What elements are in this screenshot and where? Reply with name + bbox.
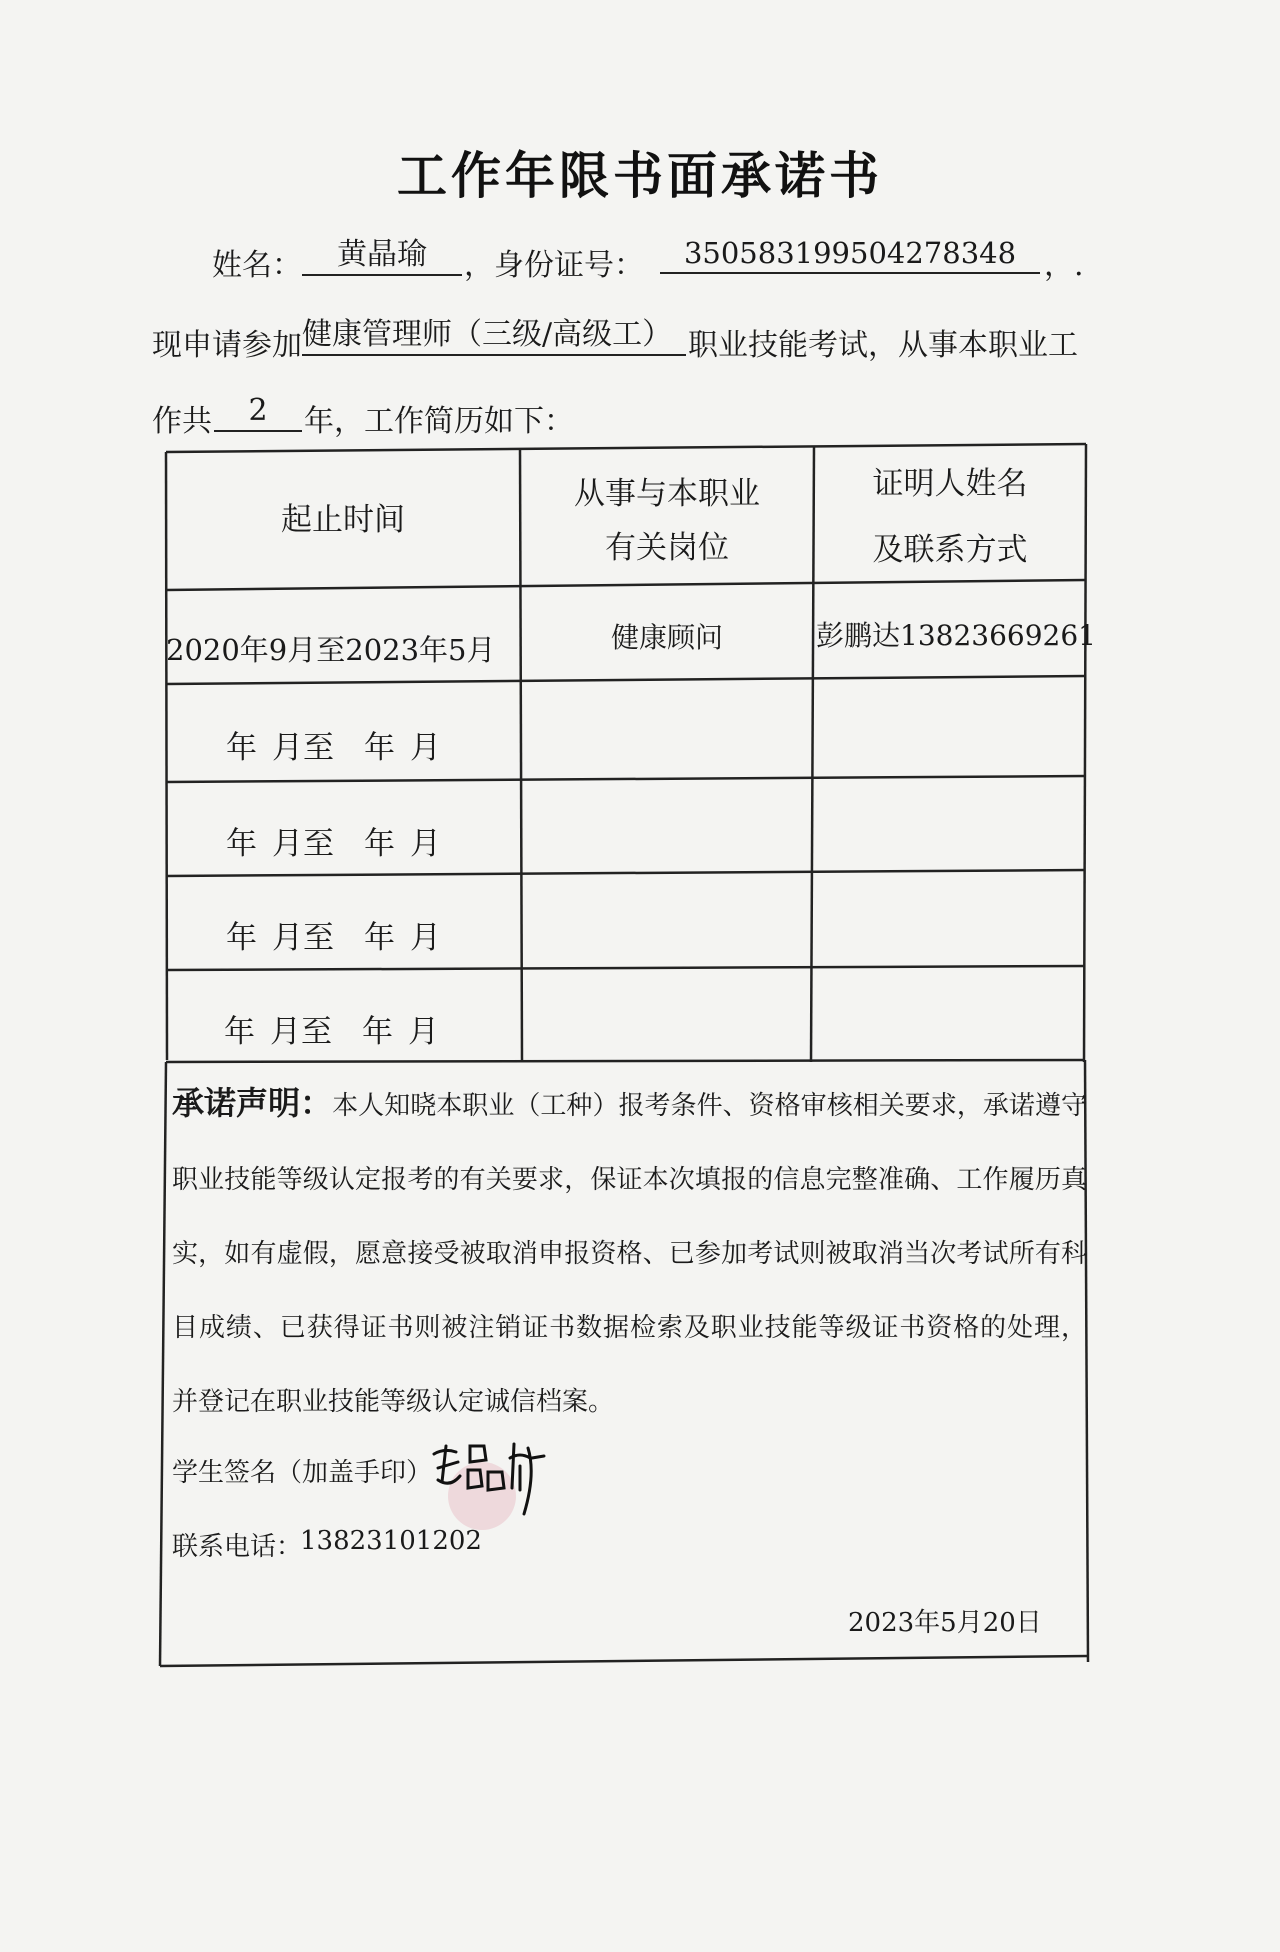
- table-row-line-2: [166, 676, 1085, 684]
- apply-suffix: 职业技能考试，从事本职业工: [688, 328, 1078, 363]
- table-row-5-period: [168, 1006, 518, 1050]
- header-witness-line2: 及联系方式: [872, 532, 1028, 568]
- table-top-border: [166, 444, 1086, 452]
- table-row-line-1: [166, 580, 1085, 590]
- pledge-statement: [172, 1066, 1087, 1439]
- pledge-label: 承诺声明：: [172, 1084, 333, 1122]
- table-row-line-5: [166, 966, 1085, 970]
- fingerprint-stamp: [448, 1462, 516, 1530]
- id-number-field: 350583199504278348: [660, 234, 1040, 274]
- header-witness-line1: 证明人姓名: [872, 466, 1028, 502]
- row3-month1: 月至: [272, 826, 334, 862]
- row2-year2: 年: [364, 730, 395, 766]
- signing-date: 2023年5月20日: [848, 1608, 1042, 1638]
- row4-month2: 月: [410, 920, 441, 956]
- row4-year2: 年: [364, 920, 395, 956]
- table-row-1-witness: 彭鹏达13823669261: [816, 619, 1096, 652]
- phone-label: 联系电话：: [172, 1532, 303, 1562]
- row2-month2: 月: [410, 730, 441, 766]
- line1-trail: ，.: [1044, 248, 1084, 283]
- pledge-left-border: [160, 1062, 166, 1666]
- table-row-line-4: [166, 870, 1085, 876]
- apply-prefix: 现申请参加: [152, 328, 302, 363]
- row5-year1: 年: [224, 1014, 255, 1050]
- document-title: 工作年限书面承诺书: [397, 147, 883, 205]
- row4-month1: 月至: [272, 920, 334, 956]
- pledge-bottom-border: [160, 1656, 1088, 1666]
- name-label: 姓名：: [212, 248, 302, 283]
- row5-month1: 月至: [270, 1014, 332, 1050]
- row5-year2: 年: [362, 1014, 393, 1050]
- years-suffix: 年，工作简历如下：: [304, 404, 574, 439]
- id-label: ，身份证号：: [464, 248, 644, 283]
- row3-year2: 年: [364, 826, 395, 862]
- header-position-line2: 有关岗位: [605, 530, 729, 566]
- signature-text: 黄晶瑜: [420, 1418, 423, 1419]
- exam-field: 健康管理师（三级/高级工）: [302, 316, 686, 356]
- row5-month2: 月: [408, 1014, 439, 1050]
- table-right-border: [1084, 444, 1086, 1062]
- years-field: 2: [214, 392, 302, 432]
- row2-month1: 月至: [272, 730, 334, 766]
- row3-year1: 年: [226, 826, 257, 862]
- header-position-line1: 从事与本职业: [574, 476, 760, 512]
- row2-year1: 年: [226, 730, 257, 766]
- table-row-4-period: [168, 912, 518, 956]
- phone-number: 13823101202: [300, 1526, 482, 1556]
- row4-year1: 年: [226, 920, 257, 956]
- pledge-text: 本人知晓本职业（工种）报考条件、资格审核相关要求，承诺遵守职业技能等级认定报考的有关要求，保证本次填报的信息完整准确、工作履历真实，如有虚假，愿意接受被取消申报资格、已参加考试则被取消当次考试所有科目成绩、已获得证书则被注销证书数据检索及职业技能等级证书资格的处理， 并登记在职业技能等级认定诚信档案。: [172, 1091, 1087, 1417]
- table-row-3-period: [168, 818, 518, 862]
- header-period: 起止时间: [281, 502, 405, 538]
- table-row-line-6: [166, 1060, 1085, 1062]
- years-prefix: 作共: [152, 404, 212, 439]
- table-row-1-position: 健康顾问: [610, 621, 723, 654]
- name-field: 黄晶瑜: [302, 236, 462, 276]
- table-row-1-period: 2020年9月至2023年5月: [166, 633, 496, 667]
- table-row-line-3: [166, 776, 1085, 782]
- table-row-2-period: [168, 722, 518, 766]
- row3-month2: 月: [410, 826, 441, 862]
- signature-label: 学生签名（加盖手印）: [172, 1458, 433, 1488]
